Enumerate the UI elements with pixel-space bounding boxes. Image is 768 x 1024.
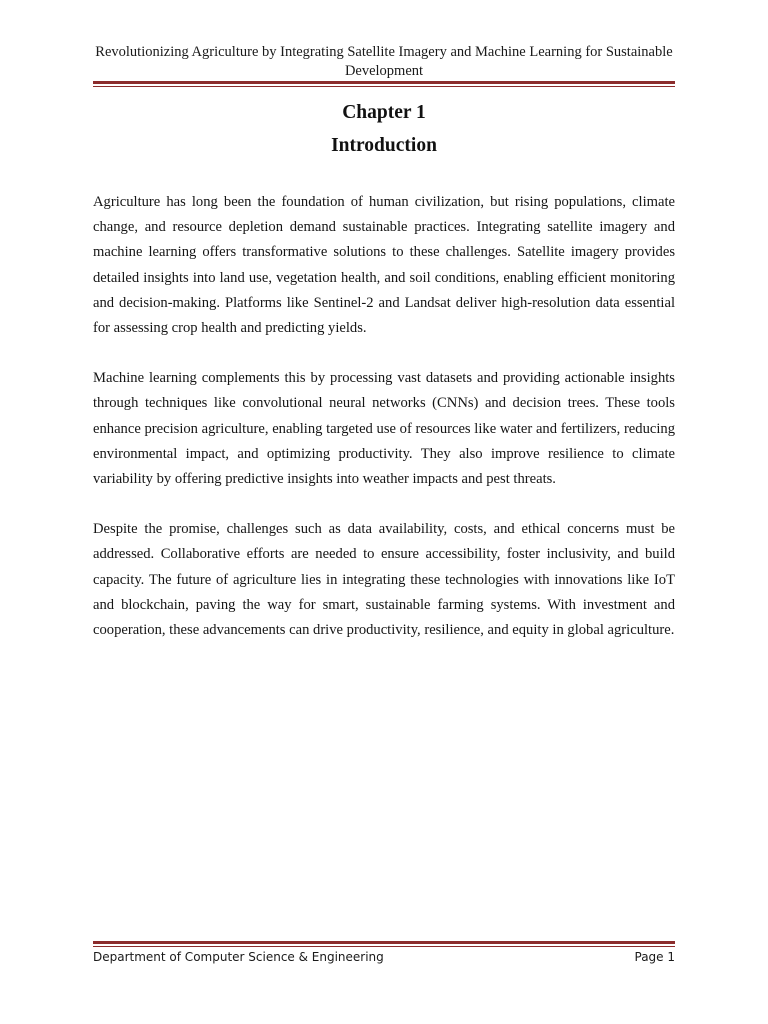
chapter-title: Introduction xyxy=(331,135,437,156)
paragraph: Agriculture has long been the foundation of human civilization, but rising populations, climate change, and resource depletion demand sustainable practices. Integrating satellite imagery and machine learning offers transformative solutions to these challenges. Satellite imagery provides detailed insights into land use, vegetation health, and soil conditions, enabling efficient monitoring and decision-making. Platforms like Sentinel-2 and Landsat deliver high-resolution data essential for assessing crop health and predicting yields. xyxy=(93,194,675,337)
paragraph: Despite the promise, challenges such as data availability, costs, and ethical concerns must be addressed. Collaborative efforts are needed to ensure accessibility, foster inclusivity, and build capacity. The future of agriculture lies in integrating these technologies with innovations like IoT and blockchain, paving the way for smart, sustainable farming systems. With investment and cooperation, these advancements can drive productivity, resilience, and equity in global agriculture. xyxy=(93,521,675,639)
footer-divider xyxy=(93,941,675,947)
footer-divider-thin-line xyxy=(93,946,675,947)
running-header: Revolutionizing Agriculture by Integrating Satellite Imagery and Machine Learning for Sustainable Development xyxy=(95,44,673,79)
paragraph: Machine learning complements this by processing vast datasets and providing actionable insights through techniques like convolutional neural networks (CNNs) and decision trees. These tools enhance precision agriculture, enabling targeted use of resources like water and fertilizers, reducing environmental impact, and optimizing productivity. They also improve resilience to climate variability by offering predictive insights into weather impacts and pest threats. xyxy=(93,370,675,488)
header-divider-thin-line xyxy=(93,86,675,87)
body-text xyxy=(93,190,675,668)
footer-department: Department of Computer Science & Engineering xyxy=(93,950,384,964)
page-footer xyxy=(93,949,675,965)
header-divider xyxy=(93,81,675,87)
chapter-number: Chapter 1 xyxy=(342,102,426,123)
page-number: Page 1 xyxy=(634,950,675,964)
